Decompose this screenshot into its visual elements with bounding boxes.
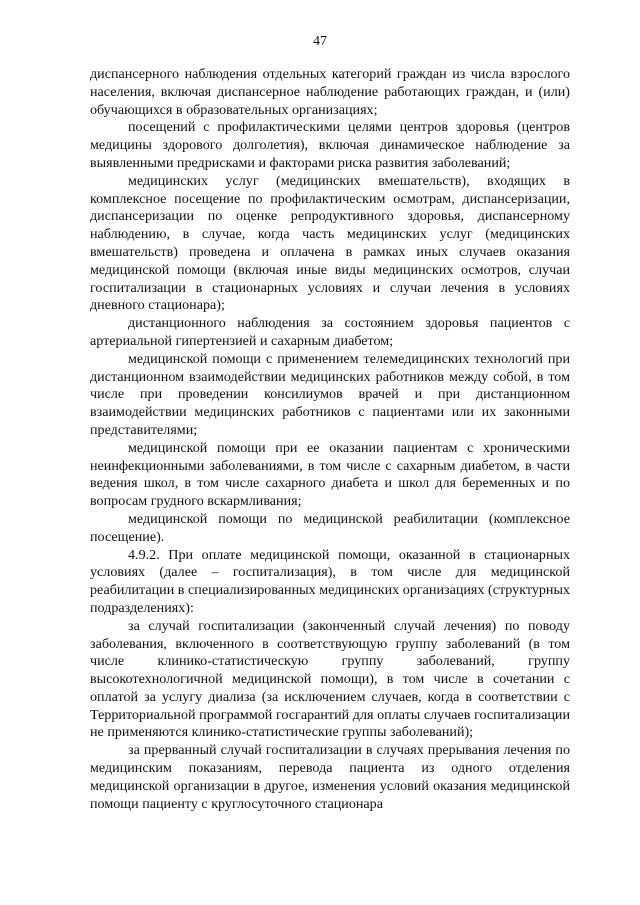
paragraph-rehabilitation: медицинской помощи по медицинской реабилитации (комплексное посещение). xyxy=(90,510,570,545)
paragraph-section-4-9-2: 4.9.2. При оплате медицинской помощи, оказанной в стационарных условиях (далее – госпитализация), в том числе для медицинской реабилитации в специализированных медицинских организациях (структурных подразделениях): xyxy=(90,546,570,616)
page-number: 47 xyxy=(313,34,327,49)
page-body xyxy=(90,66,570,813)
paragraph-telemedicine: медицинской помощи с применением телемедицинских технологий при дистанционном взаимодействии медицинских работников между собой, в том числе при проведении консилиумов врачей и при дистанционном взаимодействии медицинских работников с пациентами или их законными представителями; xyxy=(90,350,570,438)
paragraph-dispensary-observation: диспансерного наблюдения отдельных категорий граждан из числа взрослого населения, включая диспансерное наблюдение работающих граждан, и (или) обучающихся в образовательных организациях; xyxy=(90,66,570,118)
paragraph-hospitalization-case: за случай госпитализации (законченный случай лечения) по поводу заболевания, включенного в соответствующую группу заболеваний (в том числе клинико-статистическую группу заболеваний, группу высокотехнологичной медицинской помощи), в том числе в сочетании с оплатой за услугу диализа (за исключением случаев, когда в соответствии с Территориальной программой госгарантий для оплаты случаев госпитализации не применяются клинико-статистические группы заболеваний); xyxy=(90,617,570,741)
paragraph-medical-services: медицинских услуг (медицинских вмешательств), входящих в комплексное посещение по профилактическим осмотрам, диспансеризации, диспансеризации по оценке репродуктивного здоровья, диспансерному наблюдению, в случае, когда часть медицинских услуг (медицинских вмешательств) проведена и оплачена в рамках иных случаев оказания медицинской помощи (включая иные виды медицинских осмотров, случаи госпитализации в стационарных условиях и случаи лечения в условиях дневного стационара); xyxy=(90,172,570,314)
paragraph-remote-monitoring: дистанционного наблюдения за состоянием здоровья пациентов с артериальной гипертензией и сахарным диабетом; xyxy=(90,315,570,349)
paragraph-health-center-visits: посещений с профилактическими целями центров здоровья (центров медицины здорового долголетия), включая динамическое наблюдение за выявленными предрисками и факторами риска развития заболеваний; xyxy=(90,119,570,171)
paragraph-chronic-disease-schools: медицинской помощи при ее оказании пациентам с хроническими неинфекционными заболеваниями, в том числе с сахарным диабетом, в части ведения школ, в том числе сахарного диабета и школ для беременных и по вопросам грудного вскармливания; xyxy=(90,439,570,510)
paragraph-interrupted-case: за прерванный случай госпитализации в случаях прерывания лечения по медицинским показаниям, перевода пациента из одного отделения медицинской организации в другое, изменения условий оказания медицинской помощи пациенту с круглосуточного стационара xyxy=(90,742,570,812)
